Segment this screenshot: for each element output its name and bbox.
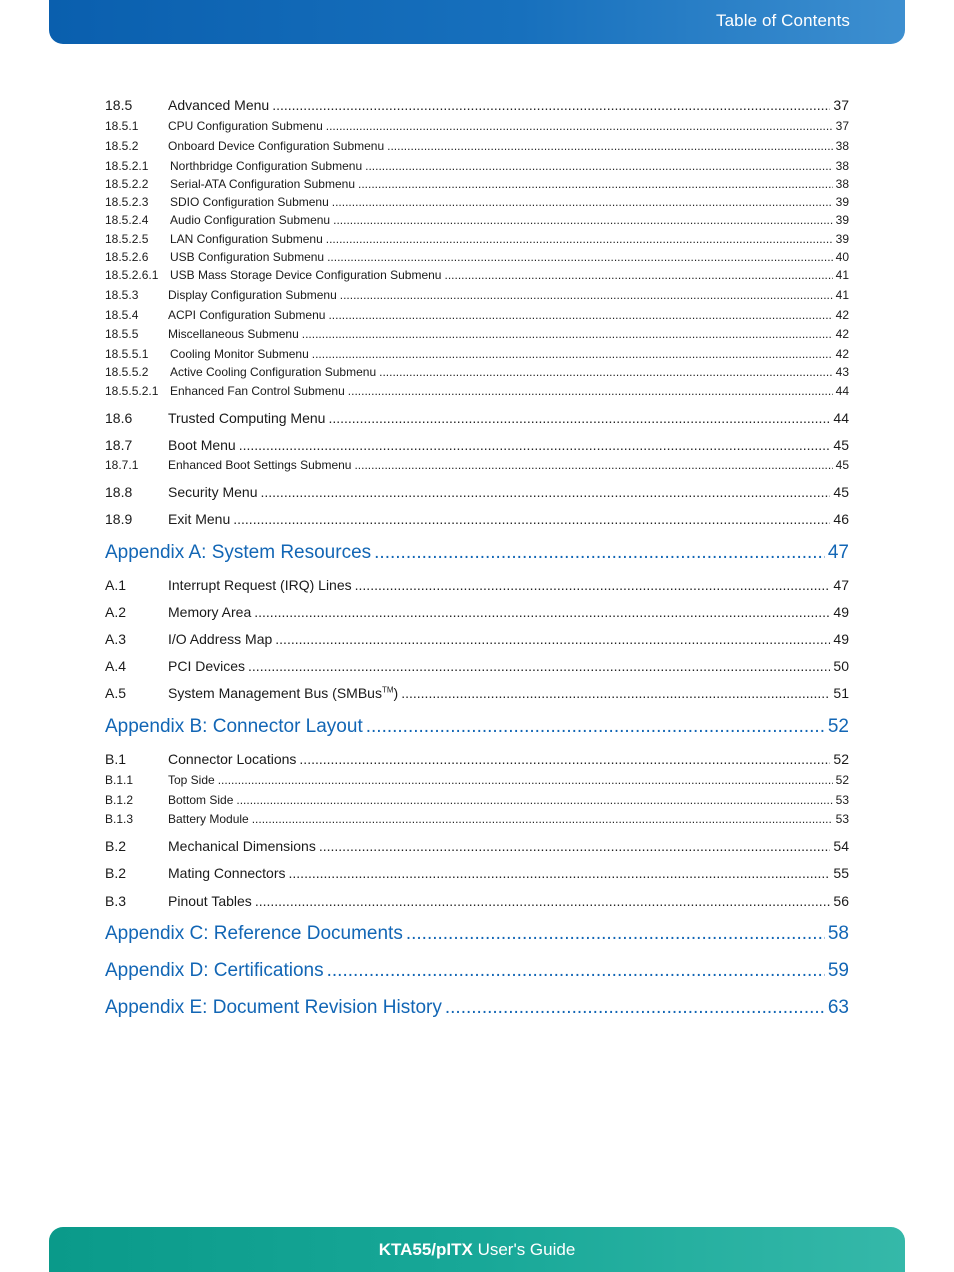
toc-entry-title-text: Serial-ATA Configuration Submenu bbox=[170, 177, 355, 191]
toc-entry-title-text: USB Configuration Submenu bbox=[170, 250, 325, 264]
toc-entry[interactable] bbox=[105, 347, 849, 361]
dot-leader bbox=[387, 139, 833, 153]
toc-entry[interactable] bbox=[105, 631, 849, 647]
toc-entry-title-text: Security Menu bbox=[168, 484, 258, 500]
toc-entry[interactable] bbox=[105, 97, 849, 113]
toc-entry-number: 18.5.2.6 bbox=[105, 250, 149, 264]
dot-leader bbox=[254, 604, 830, 620]
toc-entry-page: 38 bbox=[835, 177, 849, 191]
toc-entry-title bbox=[170, 365, 376, 379]
toc-entry-title bbox=[168, 288, 337, 302]
dot-leader bbox=[366, 716, 825, 738]
dot-leader bbox=[365, 159, 833, 173]
toc-entry-number: 18.5.2.1 bbox=[105, 159, 149, 173]
toc-entry-page: 47 bbox=[833, 577, 849, 593]
toc-entry-title bbox=[168, 410, 325, 426]
dot-leader bbox=[239, 437, 831, 453]
toc-entry-title bbox=[105, 542, 371, 564]
dot-leader bbox=[326, 232, 833, 246]
toc-entry-number: 18.7 bbox=[105, 437, 133, 453]
toc-entry-title-text: USB Mass Storage Device Configuration Submenu bbox=[170, 268, 442, 282]
toc-entry-page: 42 bbox=[835, 347, 849, 361]
toc-entry-title-text: Battery Module bbox=[168, 812, 249, 826]
toc-entry-title-text: I/O Address Map bbox=[168, 631, 273, 647]
toc-entry[interactable] bbox=[105, 751, 849, 767]
dot-leader bbox=[326, 119, 833, 133]
toc-entry[interactable] bbox=[105, 812, 849, 826]
toc-entry-title-text: LAN Configuration Submenu bbox=[170, 232, 323, 246]
footer-title bbox=[49, 1240, 905, 1260]
dot-leader bbox=[252, 812, 833, 826]
toc-entry-title bbox=[168, 658, 245, 674]
toc-entry-number: A.5 bbox=[105, 685, 127, 701]
toc-entry-title-text: Bottom Side bbox=[168, 793, 234, 807]
toc-entry-number: 18.9 bbox=[105, 511, 133, 527]
toc-entry-title-text: Connector Locations bbox=[168, 751, 297, 767]
toc-entry-title-text: Mechanical Dimensions bbox=[168, 838, 316, 854]
toc-entry-title bbox=[105, 923, 403, 945]
dot-leader bbox=[327, 960, 825, 982]
toc-entry-title bbox=[168, 458, 351, 472]
toc-appendix-entry[interactable] bbox=[105, 716, 849, 738]
toc-entry-title bbox=[105, 997, 442, 1019]
dot-leader bbox=[319, 838, 831, 854]
toc-entry[interactable] bbox=[105, 838, 849, 854]
dot-leader bbox=[255, 893, 831, 909]
toc-appendix-entry[interactable] bbox=[105, 923, 849, 945]
toc-entry-page: 42 bbox=[835, 308, 849, 322]
toc-entry-title bbox=[168, 119, 323, 133]
toc-entry-number: B.1.2 bbox=[105, 793, 134, 807]
dot-leader bbox=[299, 751, 830, 767]
toc-entry-title bbox=[170, 213, 330, 227]
toc-entry-title bbox=[170, 250, 324, 264]
toc-entry-page: 42 bbox=[835, 327, 849, 341]
toc-entry-number: 18.8 bbox=[105, 484, 133, 500]
toc-entry-title-text: Display Configuration Submenu bbox=[168, 288, 337, 302]
toc-entry-page: 54 bbox=[833, 838, 849, 854]
toc-entry[interactable] bbox=[105, 511, 849, 527]
dot-leader bbox=[275, 631, 830, 647]
toc-entry-title bbox=[170, 232, 323, 246]
dot-leader bbox=[444, 268, 832, 282]
toc-entry-title-text: Mating Connectors bbox=[168, 865, 286, 881]
toc-entry-page: 43 bbox=[835, 365, 849, 379]
toc-entry-page: 38 bbox=[835, 139, 849, 153]
toc-entry-page: 52 bbox=[835, 773, 849, 787]
toc-entry-page: 39 bbox=[835, 195, 849, 209]
toc-entry-page: 41 bbox=[835, 288, 849, 302]
toc-entry[interactable] bbox=[105, 268, 849, 282]
toc-entry[interactable] bbox=[105, 484, 849, 500]
toc-entry-title-text: Memory Area bbox=[168, 604, 252, 620]
toc-entry-title-text: PCI Devices bbox=[168, 658, 246, 674]
toc-entry-title-text: Exit Menu bbox=[168, 511, 231, 527]
toc-entry[interactable] bbox=[105, 893, 849, 909]
toc-entry-title-text: Appendix A: System Resources bbox=[105, 542, 372, 563]
toc-entry-title bbox=[168, 97, 269, 113]
toc-entry-title-text: CPU Configuration Submenu bbox=[168, 119, 323, 133]
toc-entry[interactable] bbox=[105, 250, 849, 264]
toc-entry-title bbox=[168, 812, 249, 826]
toc-entry-page: 56 bbox=[833, 893, 849, 909]
dot-leader bbox=[233, 511, 830, 527]
toc-entry-page: 58 bbox=[827, 923, 849, 944]
toc-entry-page: 47 bbox=[827, 542, 849, 563]
dot-leader bbox=[302, 327, 833, 341]
dot-leader bbox=[355, 577, 831, 593]
toc-entry-page: 53 bbox=[835, 812, 849, 826]
toc-entry-title bbox=[170, 347, 309, 361]
toc-entry-page: 50 bbox=[833, 658, 849, 674]
toc-entry-title bbox=[168, 685, 398, 701]
dot-leader bbox=[260, 484, 830, 500]
toc-entry-title bbox=[168, 308, 325, 322]
toc-entry-page: 45 bbox=[833, 484, 849, 500]
toc-entry-title bbox=[168, 773, 215, 787]
toc-entry-number: 18.5.1 bbox=[105, 119, 139, 133]
toc-entry-title-text: Interrupt Request (IRQ) Lines bbox=[168, 577, 352, 593]
toc-entry-number: A.4 bbox=[105, 658, 127, 674]
toc-entry-page: 37 bbox=[833, 97, 849, 113]
toc-entry-page: 38 bbox=[835, 159, 849, 173]
toc-entry-page: 39 bbox=[835, 232, 849, 246]
toc-entry-number: 18.6 bbox=[105, 410, 133, 426]
toc-entry-title-text: Pinout Tables bbox=[168, 893, 252, 909]
toc-entry-title-text: Cooling Monitor Submenu bbox=[170, 347, 309, 361]
toc-entry-title-text: Appendix C: Reference Documents bbox=[105, 923, 403, 944]
toc-entry-title-suffix: ) bbox=[393, 685, 399, 701]
toc-entry-number: 18.5 bbox=[105, 97, 133, 113]
toc-entry-page: 51 bbox=[833, 685, 849, 701]
toc-entry[interactable] bbox=[105, 119, 849, 133]
toc-entry-title bbox=[168, 604, 251, 620]
toc-entry-title bbox=[168, 751, 296, 767]
toc-entry-number: B.1 bbox=[105, 751, 127, 767]
toc-entry-page: 49 bbox=[833, 631, 849, 647]
toc-entry-page: 39 bbox=[835, 213, 849, 227]
toc-entry[interactable] bbox=[105, 159, 849, 173]
toc-entry-title-text: Appendix B: Connector Layout bbox=[105, 716, 363, 737]
toc-entry-page: 44 bbox=[835, 384, 849, 398]
dot-leader bbox=[348, 384, 833, 398]
toc-entry-title bbox=[105, 960, 324, 982]
toc-entry-title bbox=[170, 268, 441, 282]
toc-appendix-entry[interactable] bbox=[105, 960, 849, 982]
toc-entry-page: 52 bbox=[833, 751, 849, 767]
dot-leader bbox=[272, 97, 830, 113]
toc-entry[interactable] bbox=[105, 213, 849, 227]
toc-entry[interactable] bbox=[105, 577, 849, 593]
toc-entry-title bbox=[168, 577, 352, 593]
toc-entry-page: 59 bbox=[827, 960, 849, 981]
toc-entry[interactable] bbox=[105, 604, 849, 620]
dot-leader bbox=[333, 213, 833, 227]
toc-entry-title-text: Top Side bbox=[168, 773, 215, 787]
toc-entry-title bbox=[168, 139, 384, 153]
toc-entry[interactable] bbox=[105, 288, 849, 302]
dot-leader bbox=[327, 250, 833, 264]
toc-entry-number: B.1.3 bbox=[105, 812, 134, 826]
toc-entry-number: B.2 bbox=[105, 865, 127, 881]
toc-entry-page: 49 bbox=[833, 604, 849, 620]
toc-entry-title-text: ACPI Configuration Submenu bbox=[168, 308, 326, 322]
dot-leader bbox=[340, 288, 833, 302]
dot-leader bbox=[236, 793, 832, 807]
toc-entry-title bbox=[168, 484, 257, 500]
dot-leader bbox=[289, 865, 831, 881]
toc-entry-title-text: Appendix D: Certifications bbox=[105, 960, 324, 981]
toc-entry-title bbox=[168, 893, 252, 909]
toc-entry-title bbox=[168, 838, 316, 854]
toc-entry-number: 18.5.3 bbox=[105, 288, 139, 302]
toc-entry-page: 45 bbox=[835, 458, 849, 472]
toc-entry[interactable] bbox=[105, 437, 849, 453]
toc-entry[interactable] bbox=[105, 177, 849, 191]
toc-entry-number: 18.5.5.2 bbox=[105, 365, 149, 379]
dot-leader bbox=[248, 658, 830, 674]
toc-entry-number: A.3 bbox=[105, 631, 127, 647]
toc-entry-title bbox=[168, 631, 272, 647]
toc-entry-page: 45 bbox=[833, 437, 849, 453]
toc-entry-title bbox=[170, 177, 355, 191]
toc-entry-title-text: Enhanced Fan Control Submenu bbox=[170, 384, 345, 398]
dot-leader bbox=[354, 458, 832, 472]
toc-entry-title-text: Boot Menu bbox=[168, 437, 236, 453]
toc-entry[interactable] bbox=[105, 384, 849, 398]
toc-entry-title bbox=[168, 793, 233, 807]
header-title: Table of Contents bbox=[715, 11, 850, 30]
toc-entry-number: 18.5.5 bbox=[105, 327, 139, 341]
toc-entry-page: 63 bbox=[827, 997, 849, 1018]
toc-entry-page: 53 bbox=[835, 793, 849, 807]
footer-product: KTA55/pITX bbox=[378, 1240, 473, 1259]
toc-entry-page: 55 bbox=[833, 865, 849, 881]
toc-entry-number: 18.5.2.3 bbox=[105, 195, 149, 209]
dot-leader bbox=[406, 923, 825, 945]
toc-entry-number: B.3 bbox=[105, 893, 127, 909]
page-footer bbox=[49, 1227, 905, 1272]
toc-entry[interactable] bbox=[105, 865, 849, 881]
toc-entry-title-text: SDIO Configuration Submenu bbox=[170, 195, 329, 209]
toc-entry-page: 52 bbox=[827, 716, 849, 737]
toc-entry-page: 40 bbox=[835, 250, 849, 264]
dot-leader bbox=[332, 195, 833, 209]
dot-leader bbox=[312, 347, 833, 361]
toc-entry-number: 18.5.2.5 bbox=[105, 232, 149, 246]
toc-entry[interactable] bbox=[105, 773, 849, 787]
toc-entry-title-text: Northbridge Configuration Submenu bbox=[170, 159, 363, 173]
toc-entry-number: 18.5.4 bbox=[105, 308, 139, 322]
toc-entry[interactable] bbox=[105, 327, 849, 341]
dot-leader bbox=[218, 773, 833, 787]
toc-entry-number: 18.5.2.6.1 bbox=[105, 268, 159, 282]
toc-entry-title bbox=[168, 865, 286, 881]
toc-appendix-entry[interactable] bbox=[105, 542, 849, 564]
toc-entry-number: 18.5.5.2.1 bbox=[105, 384, 159, 398]
toc-entry-number: A.2 bbox=[105, 604, 127, 620]
toc-entry-title-text: Miscellaneous Submenu bbox=[168, 327, 299, 341]
toc-entry[interactable] bbox=[105, 308, 849, 322]
toc-entry-number: B.1.1 bbox=[105, 773, 134, 787]
toc-entry-title-text: Audio Configuration Submenu bbox=[170, 213, 331, 227]
toc-entry-title-text: Onboard Device Configuration Submenu bbox=[168, 139, 385, 153]
footer-suffix: User's Guide bbox=[472, 1240, 576, 1259]
toc-entry-title bbox=[170, 159, 362, 173]
toc-entry-number: B.2 bbox=[105, 838, 127, 854]
toc-entry-number: 18.5.5.1 bbox=[105, 347, 149, 361]
toc-entry-title bbox=[168, 327, 299, 341]
dot-leader bbox=[358, 177, 833, 191]
toc-entry-title-text: Trusted Computing Menu bbox=[168, 410, 326, 426]
toc-entry-title-text: Enhanced Boot Settings Submenu bbox=[168, 458, 352, 472]
dot-leader bbox=[379, 365, 833, 379]
toc-entry-page: 41 bbox=[835, 268, 849, 282]
toc-entry-title bbox=[170, 195, 329, 209]
toc-entry-title bbox=[105, 716, 363, 738]
dot-leader bbox=[445, 997, 825, 1019]
toc-entry[interactable] bbox=[105, 658, 849, 674]
toc-entry-title bbox=[168, 437, 236, 453]
toc-appendix-entry[interactable] bbox=[105, 997, 849, 1019]
toc-entry[interactable] bbox=[105, 139, 849, 153]
toc-entry-page: 46 bbox=[833, 511, 849, 527]
toc-entry-title-text: Advanced Menu bbox=[168, 97, 270, 113]
toc-entry[interactable] bbox=[105, 365, 849, 379]
toc-entry[interactable] bbox=[105, 458, 849, 472]
dot-leader bbox=[328, 308, 832, 322]
toc-entry-title-text: Active Cooling Configuration Submenu bbox=[170, 365, 377, 379]
toc-entry-number: 18.5.2.4 bbox=[105, 213, 149, 227]
toc-entry-page: 37 bbox=[835, 119, 849, 133]
dot-leader bbox=[328, 410, 830, 426]
toc-entry-number: 18.5.2.2 bbox=[105, 177, 149, 191]
toc-entry-number: A.1 bbox=[105, 577, 127, 593]
toc-entry[interactable] bbox=[105, 195, 849, 209]
toc-entry-title bbox=[170, 384, 345, 398]
toc-entry-title bbox=[168, 511, 230, 527]
toc-entry[interactable] bbox=[105, 232, 849, 246]
dot-leader bbox=[401, 685, 830, 701]
table-of-contents bbox=[105, 0, 849, 1220]
toc-entry[interactable] bbox=[105, 685, 849, 701]
dot-leader bbox=[374, 542, 825, 564]
toc-entry-number: 18.7.1 bbox=[105, 458, 139, 472]
toc-entry[interactable] bbox=[105, 793, 849, 807]
toc-entry-title-text: Appendix E: Document Revision History bbox=[105, 997, 442, 1018]
toc-entry-page: 44 bbox=[833, 410, 849, 426]
toc-entry-number: 18.5.2 bbox=[105, 139, 139, 153]
toc-entry[interactable] bbox=[105, 410, 849, 426]
trademark-sup: TM bbox=[381, 685, 394, 695]
toc-entry-title-text: System Management Bus (SMBus bbox=[168, 685, 382, 701]
